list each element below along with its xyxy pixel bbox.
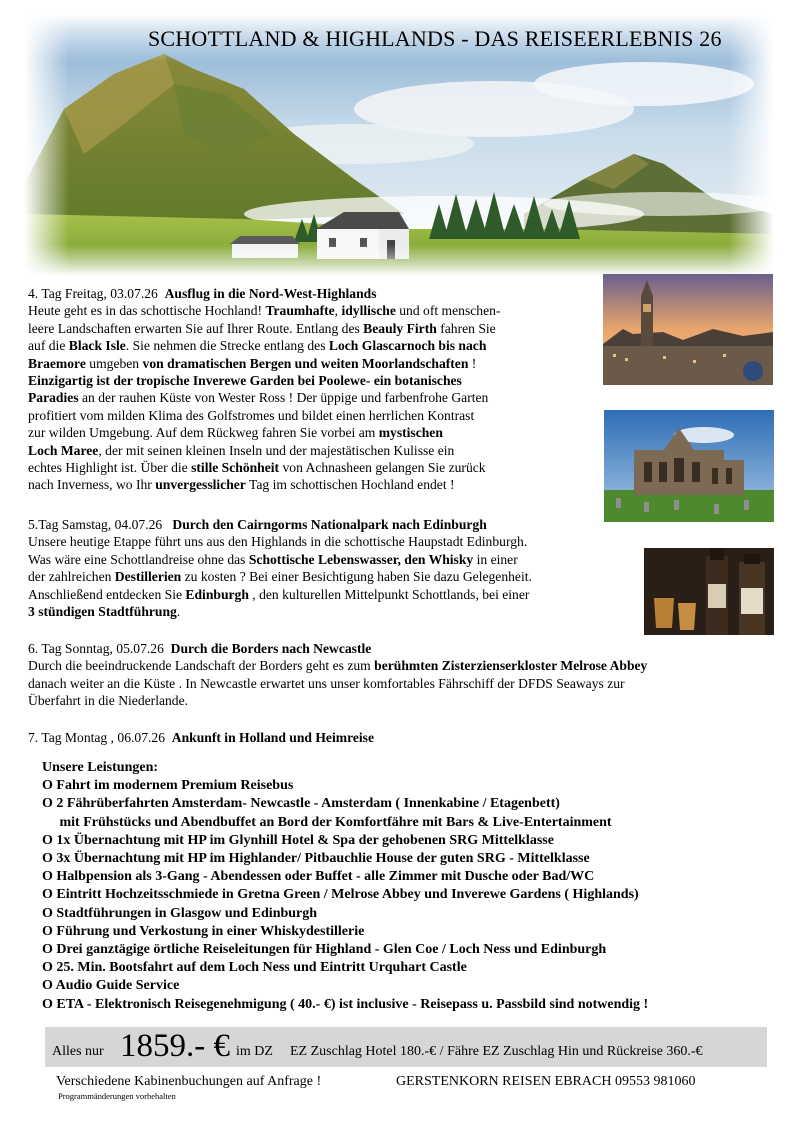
day6-line-1: Durch die beeindruckende Landschaft der Borders geht es zum berühmten Zisterzienserkloster Melrose Abbey — [28, 658, 648, 674]
leistung-item: O ETA - Elektronisch Reisegenehmigung ( 40.- €) ist inclusive - Reisepass u. Passbild sind notwendig ! — [42, 996, 649, 1012]
day6-heading: 6. Tag Sonntag, 05.07.26 Durch die Borders nach Newcastle — [28, 641, 372, 656]
day4-line-5: Einzigartig ist der tropische Inverewe Garden bei Poolewe- ein botanisches — [28, 372, 462, 388]
leistung-item: O Eintritt Hochzeitsschmiede in Gretna Green / Melrose Abbey und Inverewe Gardens ( Highlands) — [42, 887, 639, 903]
leistung-item: O Führung und Verkostung in einer Whiskydestillerie — [42, 923, 365, 939]
edinburgh-skyline-image — [603, 274, 773, 385]
leistung-item: O 25. Min. Bootsfahrt auf dem Loch Ness und Eintritt Urquhart Castle — [42, 960, 467, 976]
day4-line-2: leere Landschaften erwarten Sie auf Ihrer Route. Entlang des Beauly Firth fahren Sie — [28, 320, 496, 336]
day5-line-5: 3 stündigen Stadtführung. — [28, 603, 181, 619]
leistung-item: mit Frühstücks und Abendbuffet an Bord der Komfortfähre mit Bars & Live-Entertainment — [42, 814, 612, 830]
day4-line-9: Loch Maree, der mit seinen kleinen Inseln und der majestätischen Kulisse ein — [28, 442, 455, 458]
price-value: 1859.- € — [120, 1028, 230, 1064]
day5-line-2: Was wäre eine Schottlandreise ohne das Schottische Lebenswasser, den Whisky in einer — [28, 551, 518, 567]
leistung-item: O Drei ganztägige örtliche Reiseleitungen für Highland - Glen Coe / Loch Ness und Edinburgh — [42, 942, 607, 958]
day4-line-6: Paradies an der rauhen Küste von Wester Ross ! Der üppige und farbenfrohe Garten — [28, 390, 489, 406]
hero-landscape-image — [24, 14, 774, 276]
price-surcharge: EZ Zuschlag Hotel 180.-€ / Fähre EZ Zuschlag Hin und Rückreise 360.-€ — [290, 1044, 703, 1059]
day4-line-1: Heute geht es in das schottische Hochland! Traumhafte, idyllische und oft menschen- — [28, 303, 501, 319]
leistung-item: O 1x Übernachtung mit HP im Glynhill Hotel & Spa der gehobenen SRG Mittelklasse — [42, 832, 554, 848]
day4-line-3: auf die Black Isle. Sie nehmen die Strecke entlang des Loch Glascarnoch bis nach — [28, 338, 487, 354]
day4-line-7: profitiert vom milden Klima des Golfstromes und bildet einen herrlichen Kontrast — [28, 407, 475, 423]
whisky-bottles-image — [644, 548, 774, 635]
day5-section — [28, 516, 532, 620]
footer-disclaimer: Programmänderungen vorbehalten — [58, 1091, 176, 1101]
day6-line-2: danach weiter an die Küste . In Newcastle erwartet uns unser komfortables Fährschiff der DFDS Seaways zur — [28, 675, 625, 691]
day5-line-1: Unsere heutige Etappe führt uns aus den Highlands in die schottische Haupstadt Edinburgh. — [28, 534, 528, 550]
footer-cabin-note: Verschiedene Kabinenbuchungen auf Anfrage ! — [56, 1074, 322, 1089]
leistung-item: O 2 Fährüberfahrten Amsterdam- Newcastle - Amsterdam ( Innenkabine / Etagenbett) — [42, 796, 560, 812]
day6-line-3: Überfahrt in die Niederlande. — [28, 693, 189, 709]
day5-line-3: der zahlreichen Destillerien zu kosten ? Bei einer Besichtigung haben Sie dazu Gelegenheit. — [28, 569, 532, 585]
price-room-type: im DZ — [236, 1044, 273, 1059]
day4-heading: 4. Tag Freitag, 03.07.26 Ausflug in die Nord-West-Highlands — [28, 286, 377, 301]
day5-line-4: Anschließend entdecken Sie Edinburgh , den kulturellen Mittelpunkt Schottlands, bei einer — [28, 586, 530, 602]
leistung-item: O Halbpension als 3-Gang - Abendessen oder Buffet - alle Zimmer mit Dusche oder Bad/WC — [42, 869, 595, 885]
day4-line-4: Braemore umgeben von dramatischen Bergen und weiten Moorlandschaften ! — [28, 355, 477, 371]
footer-agency-contact: GERSTENKORN REISEN EBRACH 09553 981060 — [396, 1074, 696, 1089]
price-prefix: Alles nur — [52, 1044, 104, 1059]
day5-heading: 5.Tag Samstag, 04.07.26 Durch den Cairngorms Nationalpark nach Edinburgh — [28, 517, 487, 532]
day4-line-10: echtes Highlight ist. Über die stille Schönheit von Achnasheen gelangen Sie zurück — [28, 459, 486, 475]
leistung-item: O Stadtführungen in Glasgow und Edinburgh — [42, 905, 318, 921]
leistung-item: O Fahrt im modernem Premium Reisebus — [42, 778, 294, 794]
day4-line-8: zur wilden Umgebung. Auf dem Rückweg fahren Sie vorbei am mystischen — [28, 425, 443, 441]
leistung-item: O 3x Übernachtung mit HP im Highlander/ Pitbauchlie House der guten SRG - Mittelklasse — [42, 851, 590, 867]
leistungen-list — [42, 759, 648, 1014]
day6-section — [28, 640, 647, 710]
melrose-abbey-image — [604, 410, 774, 522]
day7-section — [28, 729, 374, 746]
page-title: SCHOTTLAND & HIGHLANDS - DAS REISEERLEBNIS 26 — [148, 26, 722, 51]
leistungen-title: Unsere Leistungen: — [42, 760, 159, 775]
day7-heading: 7. Tag Montag , 06.07.26 Ankunft in Holland und Heimreise — [28, 730, 374, 745]
day4-section — [28, 285, 500, 494]
day4-line-11: nach Inverness, wo Ihr unvergesslicher Tag im schottischen Hochland endet ! — [28, 477, 455, 493]
leistung-item: O Audio Guide Service — [42, 978, 180, 994]
